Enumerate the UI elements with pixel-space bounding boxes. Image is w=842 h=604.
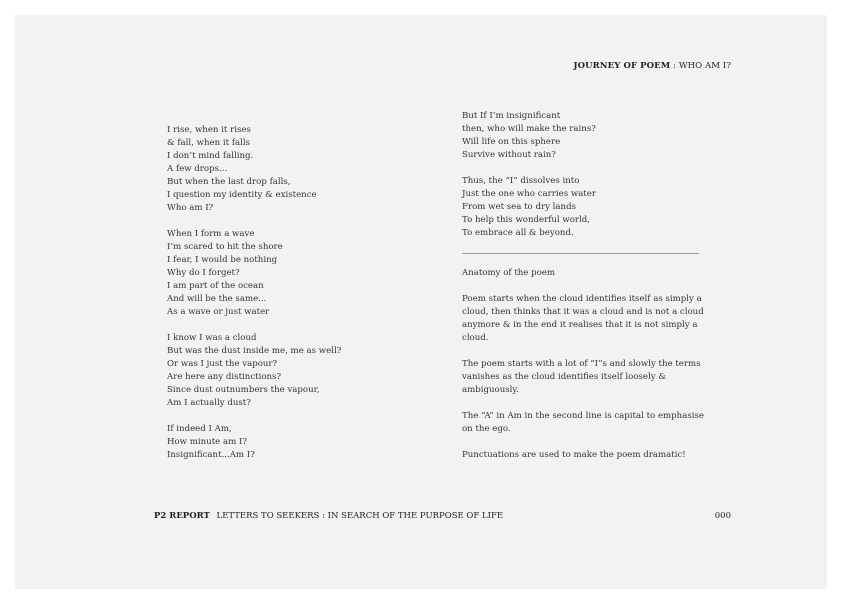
page-number: 000 (714, 511, 731, 521)
paragraph-line: cloud. (462, 333, 489, 343)
paragraph-line: vanishes as the cloud identifies itself loosely & (462, 372, 666, 382)
poem-line: But was the dust inside me, me as well? (167, 346, 342, 356)
paragraph-line: Punctuations are used to make the poem dramatic! (462, 450, 686, 460)
poem-line: But If I’m insignificant (462, 111, 561, 121)
poem-line: How minute am I? (167, 437, 247, 447)
poem-line: Since dust outnumbers the vapour, (167, 385, 320, 395)
poem-line: then, who will make the rains? (462, 124, 596, 134)
paragraph-line: ambiguously. (462, 385, 519, 395)
paragraph-line: on the ego. (462, 424, 511, 434)
poem-line: Who am I? (167, 203, 214, 213)
poem-stanza (462, 110, 707, 162)
poem-stanza (462, 175, 707, 240)
poem-line: Are here any distinctions? (167, 372, 282, 382)
poem-line: Just the one who carries water (462, 189, 596, 199)
poem-stanza (167, 332, 387, 410)
poem-line: I rise, when it rises (167, 125, 251, 135)
paragraph-line: cloud, then thinks that it was a cloud and is not a cloud (462, 307, 704, 317)
poem-stanza (167, 228, 387, 319)
poem-line: From wet sea to dry lands (462, 202, 576, 212)
page-header (573, 61, 731, 71)
poem-line: Will life on this sphere (462, 137, 561, 147)
poem-line: Am I actually dust? (167, 398, 251, 408)
poem-line: As a wave or just water (167, 307, 270, 317)
poem-stanza (167, 423, 387, 462)
paragraph-line: anymore & in the end it realises that it is not simply a (462, 320, 698, 330)
poem-line: Insignificant...Am I? (167, 450, 255, 460)
poem-line: Or was I just the vapour? (167, 359, 278, 369)
section-divider (462, 253, 699, 254)
poem-line: I don’t mind falling. (167, 151, 254, 161)
paragraph-line: The poem starts with a lot of “I”s and slowly the terms (462, 359, 701, 369)
page-footer (154, 511, 503, 521)
paragraph-line: Poem starts when the cloud identifies itself as simply a (462, 294, 702, 304)
header-title-rest: : WHO AM I? (670, 61, 731, 71)
poem-line: Thus, the “I” dissolves into (462, 176, 580, 186)
poem-line: A few drops... (167, 164, 228, 174)
anatomy-paragraph (462, 410, 707, 436)
poem-line: I know I was a cloud (167, 333, 257, 343)
poem-line: But when the last drop falls, (167, 177, 291, 187)
header-title-bold: JOURNEY OF POEM (573, 61, 671, 71)
anatomy-title: Anatomy of the poem (462, 268, 556, 278)
poem-line: And will be the same... (167, 294, 267, 304)
paragraph-line: The “A” in Am in the second line is capital to emphasise (462, 411, 704, 421)
anatomy-paragraph (462, 293, 707, 345)
poem-line: Survive without rain? (462, 150, 556, 160)
poem-stanza (167, 124, 387, 215)
poem-line: & fall, when it falls (167, 138, 251, 148)
poem-line: If indeed I Am, (167, 424, 232, 434)
poem-line: When I form a wave (167, 229, 255, 239)
anatomy-paragraph (462, 358, 707, 397)
poem-line: To help this wonderful world, (462, 215, 591, 225)
poem-left-column (167, 124, 387, 462)
anatomy-paragraph (462, 449, 707, 462)
poem-line: Why do I forget? (167, 268, 240, 278)
footer-subtitle: LETTERS TO SEEKERS : IN SEARCH OF THE PURPOSE OF LIFE (216, 511, 504, 521)
poem-right-column (462, 110, 707, 475)
poem-line: I’m scared to hit the shore (167, 242, 283, 252)
poem-line: I am part of the ocean (167, 281, 264, 291)
poem-line: I question my identity & existence (167, 190, 317, 200)
footer-report-label: P2 REPORT (154, 511, 210, 521)
poem-line: I fear, I would be nothing (167, 255, 278, 265)
poem-line: To embrace all & beyond. (462, 228, 574, 238)
